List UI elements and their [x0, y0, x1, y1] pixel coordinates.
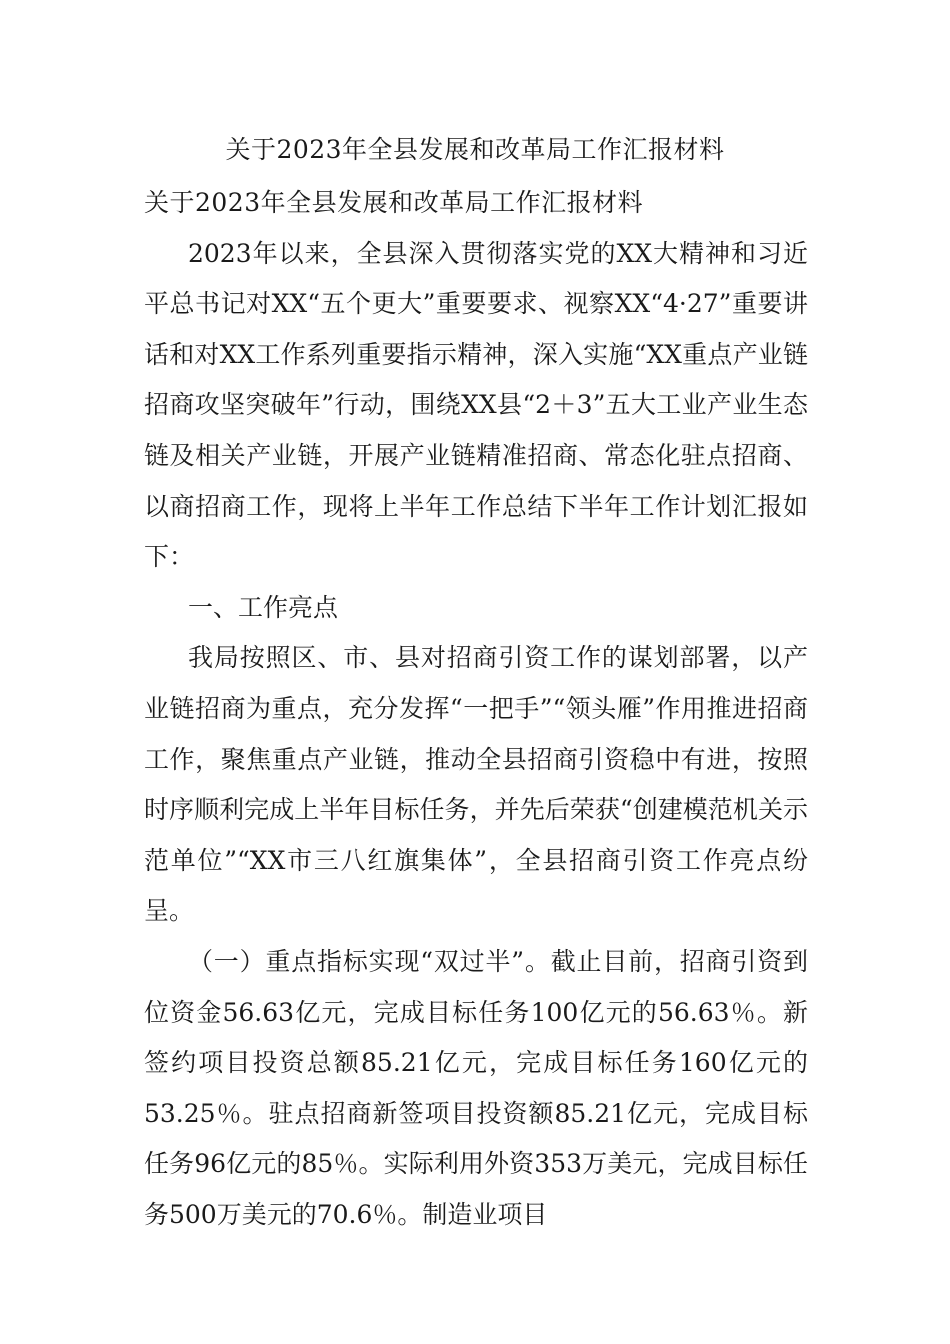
document-subtitle: 关于2023年全县发展和改革局工作汇报材料: [144, 188, 644, 217]
intro-paragraph: 2023年以来，全县深入贯彻落实党的XX大精神和习近平总书记对XX“五个更大”重要要求、视察XX“4·27”重要讲话和对XX工作系列重要指示精神，深入实施“XX重点产业链招商攻坚突破年”行动，围绕XX县“2＋3”五大工业产业生态链及相关产业链，开展产业链精准招商、常态化驻点招商、以商招商工作，现将上半年工作总结下半年工作计划汇报如下：: [144, 238, 808, 572]
indicators-paragraph: （一）重点指标实现“双过半”。截止目前，招商引资到位资金56.63亿元，完成目标任务100亿元的56.63％。新签约项目投资总额85.21亿元，完成目标任务160亿元的53.25％。驻点招商新签项目投资额85.21亿元，完成目标任务96亿元的85％。实际利用外资353万美元，完成目标任务500万美元的70.6％。制造业项目: [144, 946, 808, 1229]
document-title: 关于2023年全县发展和改革局工作汇报材料: [225, 135, 725, 164]
highlights-paragraph: 我局按照区、市、县对招商引资工作的谋划部署，以产业链招商为重点，充分发挥“一把手”“领头雁”作用推进招商工作，聚焦重点产业链，推动全县招商引资稳中有进，按照时序顺利完成上半年目标任务，并先后荣获“创建模范机关示范单位”“XX市三八红旗集体”，全县招商引资工作亮点纷呈。: [144, 643, 808, 926]
section-heading: 一、工作亮点: [188, 592, 339, 622]
document-body: [144, 178, 808, 1240]
